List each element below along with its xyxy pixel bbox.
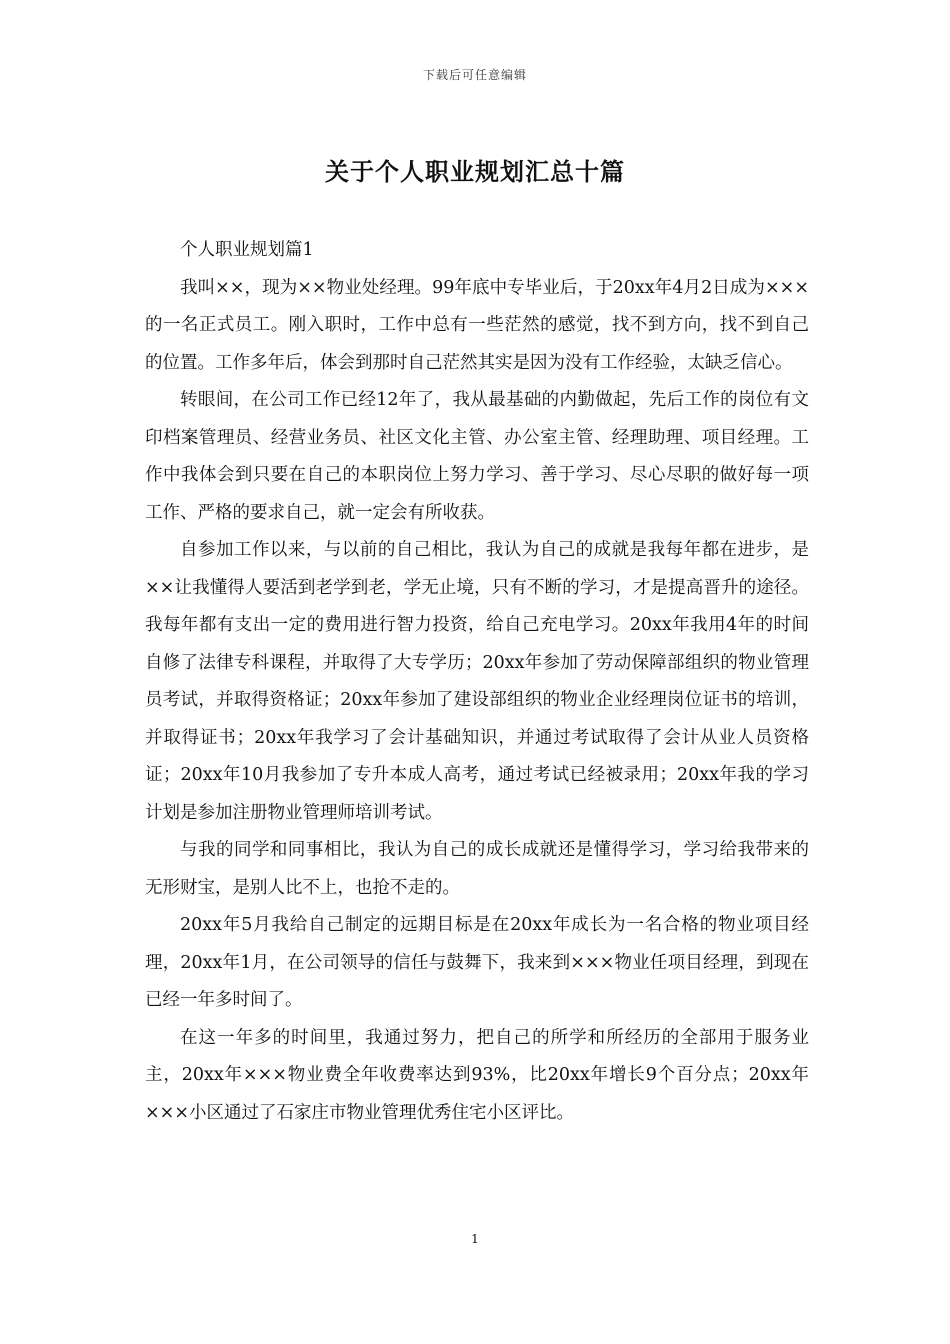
header-note: 下载后可任意编辑: [422, 68, 527, 82]
document-body: [145, 232, 809, 1132]
paragraph: 我叫××，现为××物业处经理。99年底中专毕业后，于20xx年4月2日成为×××的一名正式员工。刚入职时，工作中总有一些茫然的感觉，找不到方向，找不到自己的位置。工作多年后，体会到那时自己茫然其实是因为没有工作经验，太缺乏信心。: [145, 277, 809, 373]
page-number: 1: [471, 1232, 479, 1246]
section-heading: 个人职业规划篇1: [180, 240, 314, 260]
document-title: 关于个人职业规划汇总十篇: [325, 157, 625, 186]
paragraph: 20xx年5月我给自己制定的远期目标是在20xx年成长为一名合格的物业项目经理，20xx年1月，在公司领导的信任与鼓舞下，我来到×××物业任项目经理，到现在已经一年多时间了。: [145, 915, 809, 1010]
paragraph: 自参加工作以来，与以前的自己相比，我认为自己的成就是我每年都在进步，是××让我懂得人要活到老学到老，学无止境，只有不断的学习，才是提高晋升的途径。我每年都有支出一定的费用进行智力投资，给自己充电学习。20xx年我用4年的时间自修了法律专科课程，并取得了大专学历；20xx年参加了劳动保障部组织的物业管理员考试，并取得资格证；20xx年参加了建设部组织的物业企业经理岗位证书的培训，并取得证书；20xx年我学习了会计基础知识，并通过考试取得了会计从业人员资格证；20xx年10月我参加了专升本成人高考，通过考试已经被录用；20xx年我的学习计划是参加注册物业管理师培训考试。: [145, 540, 809, 823]
paragraph: 与我的同学和同事相比，我认为自己的成长成就还是懂得学习，学习给我带来的无形财宝，是别人比不上，也抢不走的。: [145, 840, 809, 898]
paragraph: 在这一年多的时间里，我通过努力，把自己的所学和所经历的全部用于服务业主，20xx年×××物业费全年收费率达到93%，比20xx年增长9个百分点；20xx年×××小区通过了石家庄市物业管理优秀住宅小区评比。: [145, 1027, 809, 1123]
paragraph: 转眼间，在公司工作已经12年了，我从最基础的内勤做起，先后工作的岗位有文印档案管理员、经营业务员、社区文化主管、办公室主管、经理助理、项目经理。工作中我体会到只要在自己的本职岗位上努力学习、善于学习、尽心尽职的做好每一项工作、严格的要求自己，就一定会有所收获。: [145, 390, 809, 523]
